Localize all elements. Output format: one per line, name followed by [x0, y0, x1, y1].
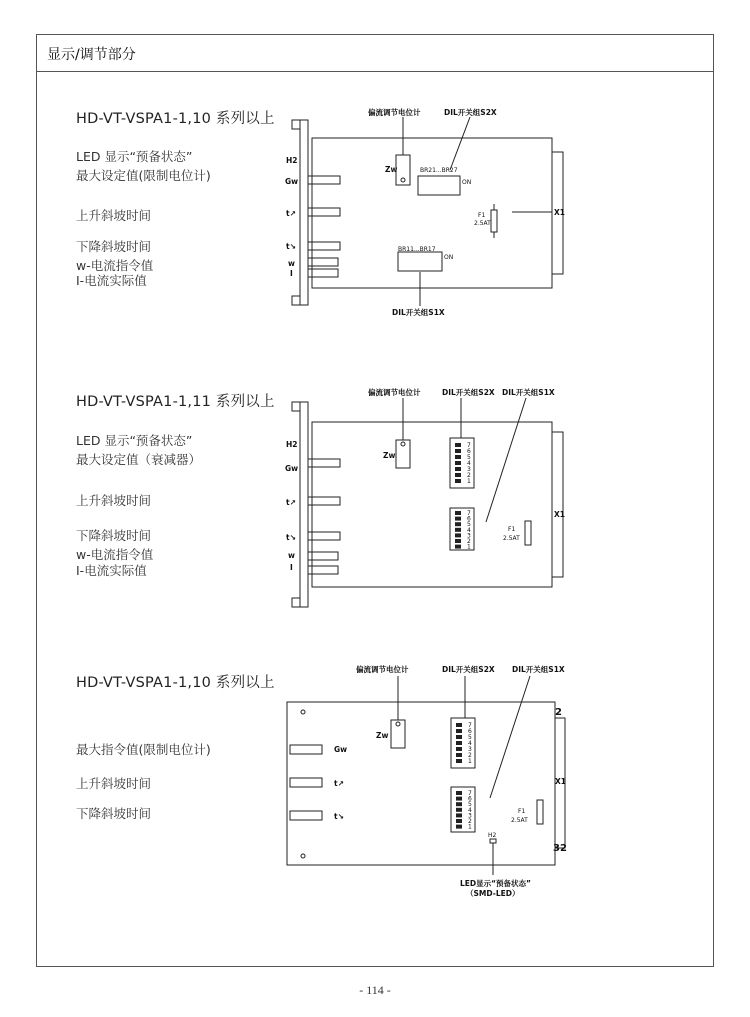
dip-switch	[455, 539, 461, 543]
dip-switch	[455, 467, 461, 471]
dip-switch	[455, 479, 461, 483]
label-i-current: I-电流实际值	[76, 273, 147, 288]
dip-switch	[456, 825, 462, 829]
dip-switch	[455, 443, 461, 447]
label-fuse: F1	[508, 526, 516, 533]
fuse-f1	[525, 521, 531, 545]
switch-number: 6	[467, 515, 471, 523]
dip-switch	[456, 759, 462, 763]
side-i: I	[290, 269, 293, 278]
dip-switch	[455, 533, 461, 537]
switch-number: 7	[467, 442, 471, 449]
dil-s2x	[418, 176, 460, 195]
switch-number: 3	[468, 746, 472, 753]
model-title-3: HD-VT-VSPA1-1,10 系列以上	[76, 675, 275, 691]
dip-switch	[455, 511, 461, 515]
side-ramp-down: t↘	[286, 533, 296, 542]
dip-switch	[455, 517, 461, 521]
label-bias-pot: 偏流调节电位计	[368, 388, 421, 397]
switch-number: 3	[467, 532, 471, 540]
label-pin-2: 2	[555, 707, 562, 718]
dip-switch	[455, 473, 461, 477]
label-max-setpoint: 最大设定值（衰减器）	[76, 452, 202, 467]
switch-number: 3	[467, 466, 471, 473]
label-dil-s2x: DIL开关组S2X	[444, 108, 497, 117]
label-pin-32: 32	[553, 843, 567, 854]
dip-switch	[455, 461, 461, 465]
side-h2: H2	[286, 156, 298, 165]
side-ramp-down: t↘	[286, 242, 296, 251]
switch-number: 4	[468, 740, 472, 747]
side-w: w	[288, 259, 295, 268]
label-ramp-up: 上升斜坡时间	[76, 208, 152, 223]
dip-switch	[456, 735, 462, 739]
label-fuse: F1	[518, 808, 526, 815]
dip-switch	[456, 813, 462, 817]
switch-number: 6	[467, 448, 471, 455]
switch-number: 5	[467, 454, 471, 461]
label-i-current: I-电流实际值	[76, 563, 147, 578]
dip-switch	[456, 753, 462, 757]
label-dil-s1x: DIL开关组S1X	[502, 388, 555, 397]
side-i: I	[290, 563, 293, 572]
led-h2	[490, 839, 496, 843]
pcb	[312, 138, 552, 288]
switch-number: 6	[468, 728, 472, 735]
model-title-1: HD-VT-VSPA1-1,10 系列以上	[76, 111, 275, 127]
front-panel	[300, 120, 308, 305]
label-smd-led: （SMD-LED）	[466, 889, 520, 898]
label-ramp-up: 上升斜坡时间	[76, 776, 152, 791]
pot-zw	[391, 720, 405, 748]
label-ramp-down: 下降斜坡时间	[76, 239, 152, 254]
label-x1: X1	[555, 777, 567, 786]
dip-switch	[456, 802, 462, 806]
side-ramp-up: t↗	[286, 498, 296, 507]
label-w-current: w-电流指令值	[76, 258, 154, 273]
dip-switch	[455, 528, 461, 532]
model-title-2: HD-VT-VSPA1-1,11 系列以上	[76, 394, 275, 410]
dip-switch	[456, 723, 462, 727]
switch-number: 7	[467, 510, 471, 517]
switch-number: 3	[468, 812, 472, 820]
label-w-current: w-电流指令值	[76, 547, 154, 562]
label-dil-s1x: DIL开关组S1X	[512, 665, 565, 674]
label-x1: X1	[554, 208, 566, 217]
switch-number: 4	[468, 806, 472, 814]
switch-numbers-s2x	[456, 722, 472, 765]
label-br-top: BR21...BR27	[420, 167, 458, 174]
side-gw: Gw	[285, 177, 299, 186]
fuse-f1	[491, 210, 497, 232]
switch-number: 1	[467, 543, 471, 551]
label-max-command: 最大指令值(限制电位计)	[76, 742, 211, 757]
fuse-f1	[537, 800, 543, 824]
label-fuse: F1	[478, 212, 486, 219]
label-dil-s2x: DIL开关组S2X	[442, 388, 495, 397]
label-dil-s2x: DIL开关组S2X	[442, 665, 495, 674]
side-gw: Gw	[285, 464, 299, 473]
page-number: - 114 -	[359, 983, 391, 997]
label-led: LED 显示“预备状态”	[76, 433, 193, 448]
pot-zw	[396, 155, 410, 185]
label-ramp-up: 上升斜坡时间	[76, 493, 152, 508]
switch-number: 7	[468, 790, 472, 797]
switch-number: 1	[467, 478, 471, 485]
board-diagram-3	[287, 676, 565, 875]
front-panel	[300, 402, 308, 607]
label-br-bottom: BR11...BR17	[398, 246, 436, 253]
switch-number: 5	[468, 801, 472, 809]
dip-switch	[455, 455, 461, 459]
switch-number: 2	[467, 538, 471, 545]
label-fuse-rating: 2.5AT	[503, 535, 520, 542]
switch-number: 6	[468, 795, 472, 803]
label-on: ON	[462, 179, 472, 186]
dip-switch	[456, 741, 462, 745]
dip-switch	[456, 797, 462, 801]
label-on: ON	[444, 254, 454, 261]
side-ramp-up: t↗	[286, 209, 296, 218]
board-diagram-1	[292, 117, 566, 306]
pcb	[312, 422, 552, 587]
switch-number: 2	[468, 752, 472, 759]
label-fuse-rating: 2.5AT	[474, 220, 491, 227]
side-ramp-up: t↗	[334, 779, 344, 788]
dil-s1x	[398, 252, 442, 271]
pcb	[287, 702, 555, 865]
label-ramp-down: 下降斜坡时间	[76, 806, 152, 821]
label-max-setpoint: 最大设定值(限制电位计)	[76, 168, 211, 183]
label-dil-s1x: DIL开关组S1X	[392, 308, 445, 317]
side-gw: Gw	[334, 745, 348, 754]
side-h2: H2	[286, 440, 298, 449]
switch-number: 1	[468, 758, 472, 765]
dip-switch	[456, 747, 462, 751]
label-zw: Zw	[376, 731, 389, 740]
switch-numbers-s2x	[455, 442, 471, 485]
label-bias-pot: 偏流调节电位计	[368, 108, 421, 117]
dip-switch	[455, 522, 461, 526]
switch-numbers-s1x	[455, 510, 471, 551]
switch-number: 1	[468, 823, 472, 831]
dip-switch	[456, 729, 462, 733]
label-led-h2: H2	[488, 832, 497, 839]
switch-numbers-s1x	[456, 790, 472, 831]
label-ramp-down: 下降斜坡时间	[76, 528, 152, 543]
dip-switch	[455, 545, 461, 549]
side-ramp-down: t↘	[334, 812, 344, 821]
pot-zw	[396, 440, 410, 468]
dip-switch	[456, 819, 462, 823]
label-zw: Zw	[383, 451, 396, 460]
switch-number: 4	[467, 460, 471, 467]
board-diagram-2	[292, 398, 566, 607]
section-title: 显示/调节部分	[47, 47, 136, 63]
label-led: LED 显示“预备状态”	[76, 149, 193, 164]
label-bias-pot: 偏流调节电位计	[356, 665, 409, 674]
dip-switch	[455, 449, 461, 453]
dip-switch	[456, 808, 462, 812]
switch-number: 5	[467, 521, 471, 529]
switch-number: 2	[467, 472, 471, 479]
switch-number: 7	[468, 722, 472, 729]
side-w: w	[288, 551, 295, 560]
label-led-ready: LED显示“预备状态”	[460, 879, 531, 888]
dip-switch	[456, 791, 462, 795]
board-diagrams	[270, 0, 600, 960]
switch-number: 4	[467, 526, 471, 534]
label-x1: X1	[554, 510, 566, 519]
label-zw: Zw	[385, 165, 398, 174]
label-fuse-rating: 2.5AT	[511, 817, 528, 824]
switch-number: 5	[468, 734, 472, 741]
switch-number: 2	[468, 818, 472, 825]
